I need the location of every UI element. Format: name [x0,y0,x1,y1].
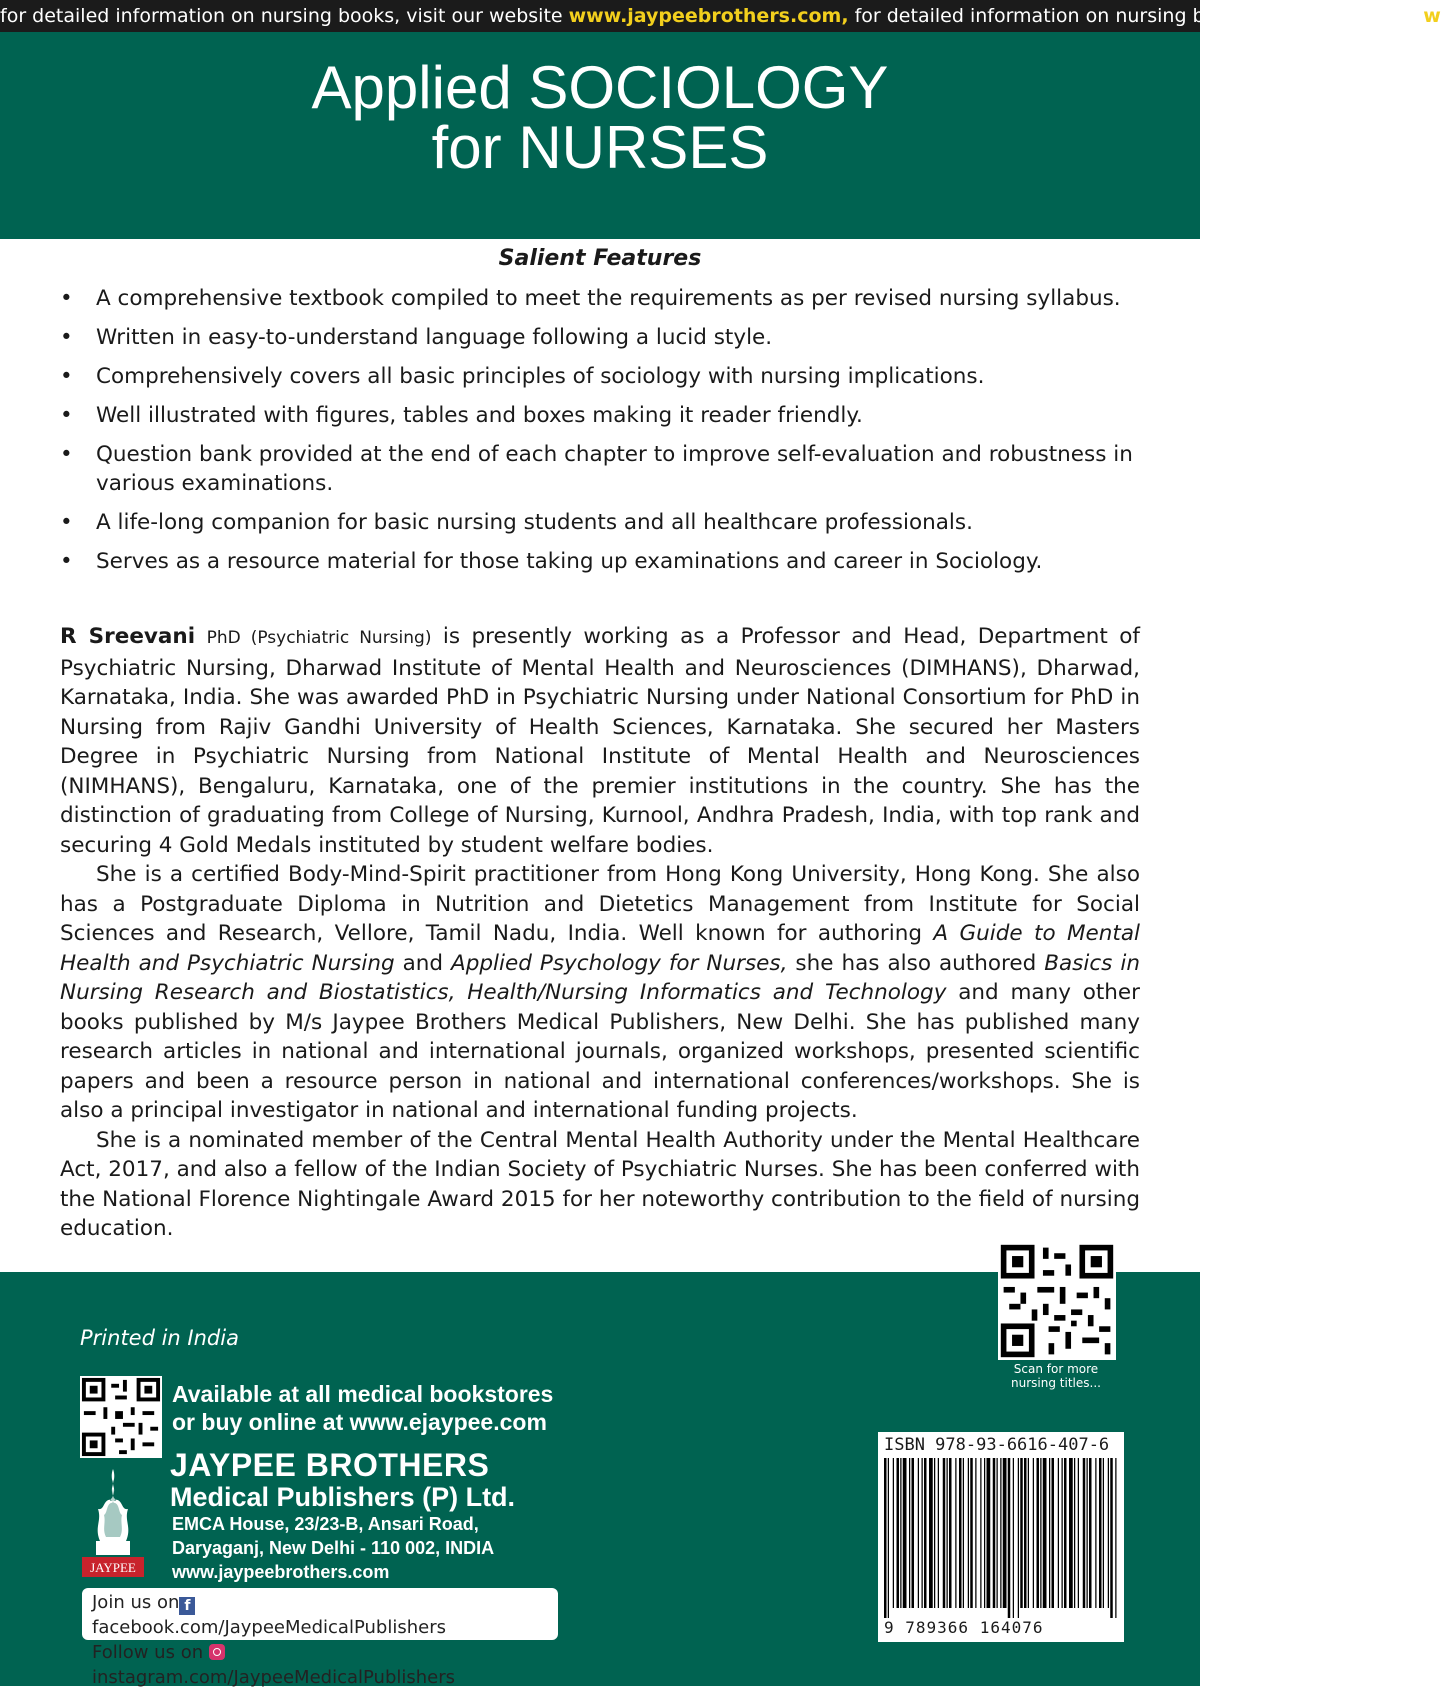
instagram-row[interactable] [92,1640,548,1690]
join-label: Join us on [92,1592,180,1613]
feature-item: • A life-long companion for basic nursing students and all healthcare professionals. [60,508,1145,537]
title-line-1: Applied SOCIOLOGY [311,54,889,121]
publisher-website[interactable]: www.jaypeebrothers.com [172,1562,390,1582]
barcode-icon [884,1458,1118,1618]
qr-code-nursing[interactable] [998,1242,1116,1360]
ticker-text: for detailed information on nursing books, visit our website [0,5,569,27]
feature-item: • Well illustrated with figures, tables and boxes making it reader friendly. [60,401,1145,430]
ticker-text-2: for detailed information on nursing books, visit our website [848,5,1424,27]
bio-text-1: is presently working as a Professor and Head, Department of Psychiatric Nursing, Dharwad Institute of Mental Health and Neurosciences (DIMHANS), Dharwad, Karnataka, India. She was awarded PhD in Psychiatric Nursing under National Consortium for PhD in Nursing from Rajiv Gandhi University of Health Sciences, Karnataka. She secured her Masters Degree in Psychiatric Nursing from National Institute of Mental Health and Neurosciences (NIMHANS), Bengaluru, Karnataka, one of the premier institutions in the country. She has the distinction of graduating from College of Nursing, Kurnool, Andhra Pradesh, India, with top rank and securing 4 Gold Medals instituted by student welfare bodies. [60,624,1140,858]
address-line-2: Daryaganj, New Delhi - 110 002, INDIA [172,1538,495,1558]
feature-item: • Serves as a resource material for those taking up examinations and career in Sociology. [60,547,1145,576]
instagram-link[interactable]: instagram.com/JaypeeMedicalPublishers [92,1667,456,1688]
book-ref-2: Applied Psychology for Nurses, [451,950,788,976]
facebook-icon: f [179,1597,195,1615]
isbn-barcode-block [878,1432,1124,1642]
book-ref-1: A Guide to Mental Health and Psychiatric Nursing [60,921,1140,976]
book-title [0,54,1200,181]
qr-code-store-icon [80,1376,162,1458]
features-list [60,284,1145,586]
ticker-link[interactable]: www.jaypeebrothers.com, [568,5,849,27]
bio-text-2a: She is a certified Body-Mind-Spirit practitioner from Hong Kong University, Hong Kong. She also has a Postgraduate Diploma in Nutrition and Dietetics Management from Institute for Social Sciences and Research, Vellore, Tamil Nadu, India. Well known for authoring [60,862,1140,946]
facebook-link[interactable]: facebook.com/JaypeeMedicalPublishers [92,1617,446,1638]
book-ref-3: Basics in Nursing Research and Biostatistics, Health/Nursing Informatics and Technology [60,950,1140,1005]
author-name: R Sreevani [60,624,196,649]
printed-in-india: Printed in India [80,1326,239,1350]
barcode-digits: 9 789366 164076 [884,1618,1044,1637]
bio-text-2c: and [394,950,452,976]
instagram-icon [209,1644,225,1660]
author-bio [60,622,1140,1244]
availability-text [172,1380,553,1436]
isbn-label: ISBN 978-93-6616-407-6 [884,1435,1110,1455]
flame-logo-icon [80,1465,146,1580]
logo-label: JAYPEE [90,1560,136,1575]
bio-paragraph-2 [60,860,1140,1126]
jaypee-logo [80,1465,146,1580]
scan-caption: Scan for more nursing titles... [1011,1362,1101,1390]
features-heading: Salient Features [498,246,702,271]
qr-code-store[interactable] [80,1376,162,1458]
social-links [82,1588,558,1688]
availability-line-1: Available at all medical bookstores [172,1381,554,1407]
feature-item: • A comprehensive textbook compiled to meet the requirements as per revised nursing syllabus. [60,284,1145,313]
promo-ticker [0,0,1441,32]
publisher-address [172,1512,494,1584]
publisher-subtitle: Medical Publishers (P) Ltd. [170,1482,516,1512]
feature-item: • Question bank provided at the end of each chapter to improve self-evaluation and robustness in various examinations. [60,440,1145,498]
bio-text-2g: and many other books published by M/s Jaypee Brothers Medical Publishers, New Delhi. She has published many research articles in national and international journals, organized workshops, presented scientific papers and been a resource person in national and international conferences/workshops. She is also a principal investigator in national and international funding projects. [60,980,1141,1123]
ticker-link-2: w [1423,5,1441,27]
bio-paragraph-3: She is a nominated member of the Central Mental Health Authority under the Mental Healthcare Act, 2017, and also a fellow of the Indian Society of Psychiatric Nurses. She has been conferred with the National Florence Nightingale Award 2015 for her noteworthy contribution to the field of nursing education. [60,1127,1140,1241]
follow-label: Follow us on [92,1642,204,1663]
author-degree: PhD (Psychiatric Nursing) [206,628,432,648]
feature-item: • Comprehensively covers all basic principles of sociology with nursing implications. [60,362,1145,391]
address-line-1: EMCA House, 23/23-B, Ansari Road, [172,1514,479,1534]
facebook-row[interactable] [92,1590,548,1640]
bio-paragraph-1 [60,622,1140,860]
availability-line-2[interactable]: or buy online at www.ejaypee.com [172,1409,547,1435]
bio-text-2e: she has also authored [787,950,1045,976]
publisher-name: JAYPEE BROTHERS [170,1447,490,1483]
feature-item: • Written in easy-to-understand language following a lucid style. [60,323,1145,352]
title-line-2: for NURSES [431,114,769,181]
qr-code-nursing-icon [998,1242,1116,1360]
